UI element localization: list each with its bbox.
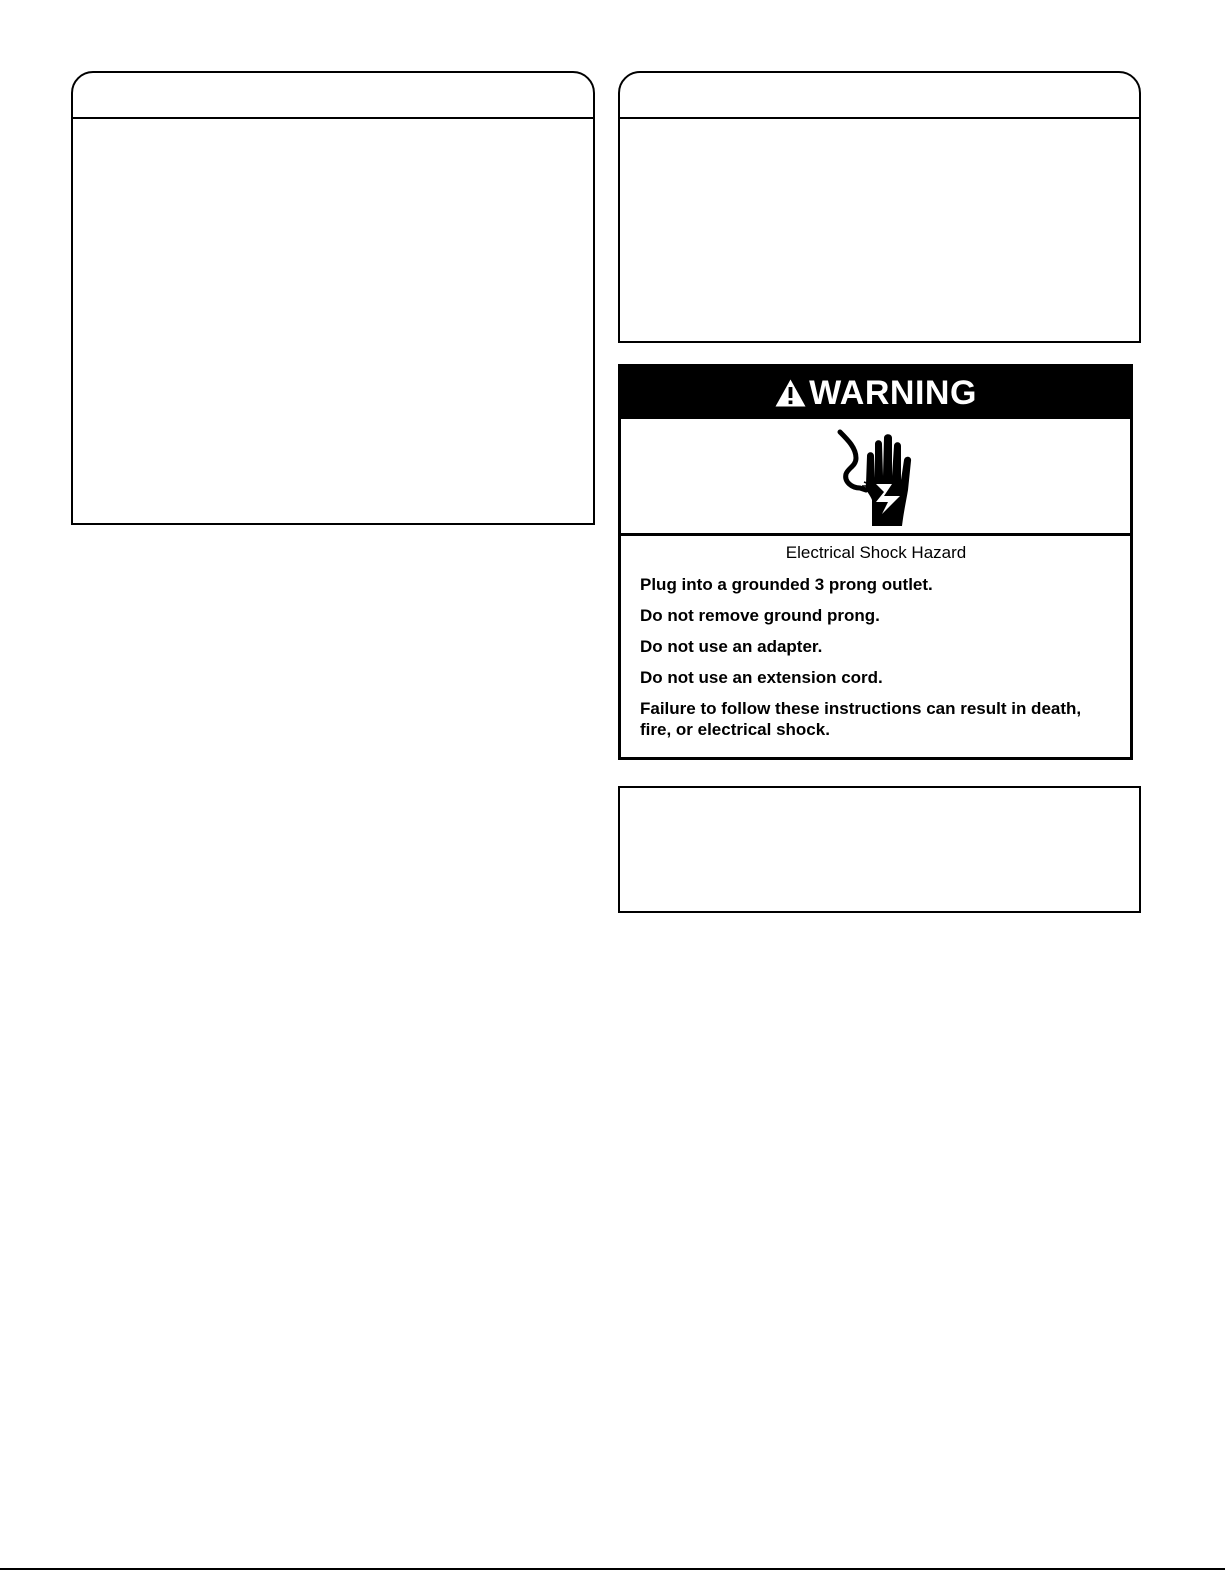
warning-consequence: Failure to follow these instructions can result in death, fire, or electrical shock.	[640, 699, 1082, 739]
electric-shock-hand-icon	[826, 424, 926, 528]
warning-body	[621, 536, 1130, 740]
warning-header	[621, 367, 1130, 419]
tab-divider	[73, 117, 593, 119]
warning-instruction: Do not use an extension cord.	[640, 668, 883, 687]
page-bottom-rule	[0, 1568, 1225, 1570]
warning-instruction: Do not use an adapter.	[640, 637, 823, 656]
blank-box-bottom	[618, 786, 1141, 913]
warning-instruction: Plug into a grounded 3 prong outlet.	[640, 575, 933, 594]
alert-triangle-icon	[774, 378, 807, 408]
warning-box	[618, 364, 1133, 760]
warning-instruction: Do not remove ground prong.	[640, 606, 880, 625]
blank-tab-box-left	[71, 71, 595, 525]
hazard-symbol-area	[621, 419, 1130, 536]
warning-title: WARNING	[809, 374, 977, 412]
blank-tab-box-right	[618, 71, 1141, 343]
hazard-name: Electrical Shock Hazard	[785, 543, 967, 562]
tab-divider	[620, 117, 1139, 119]
